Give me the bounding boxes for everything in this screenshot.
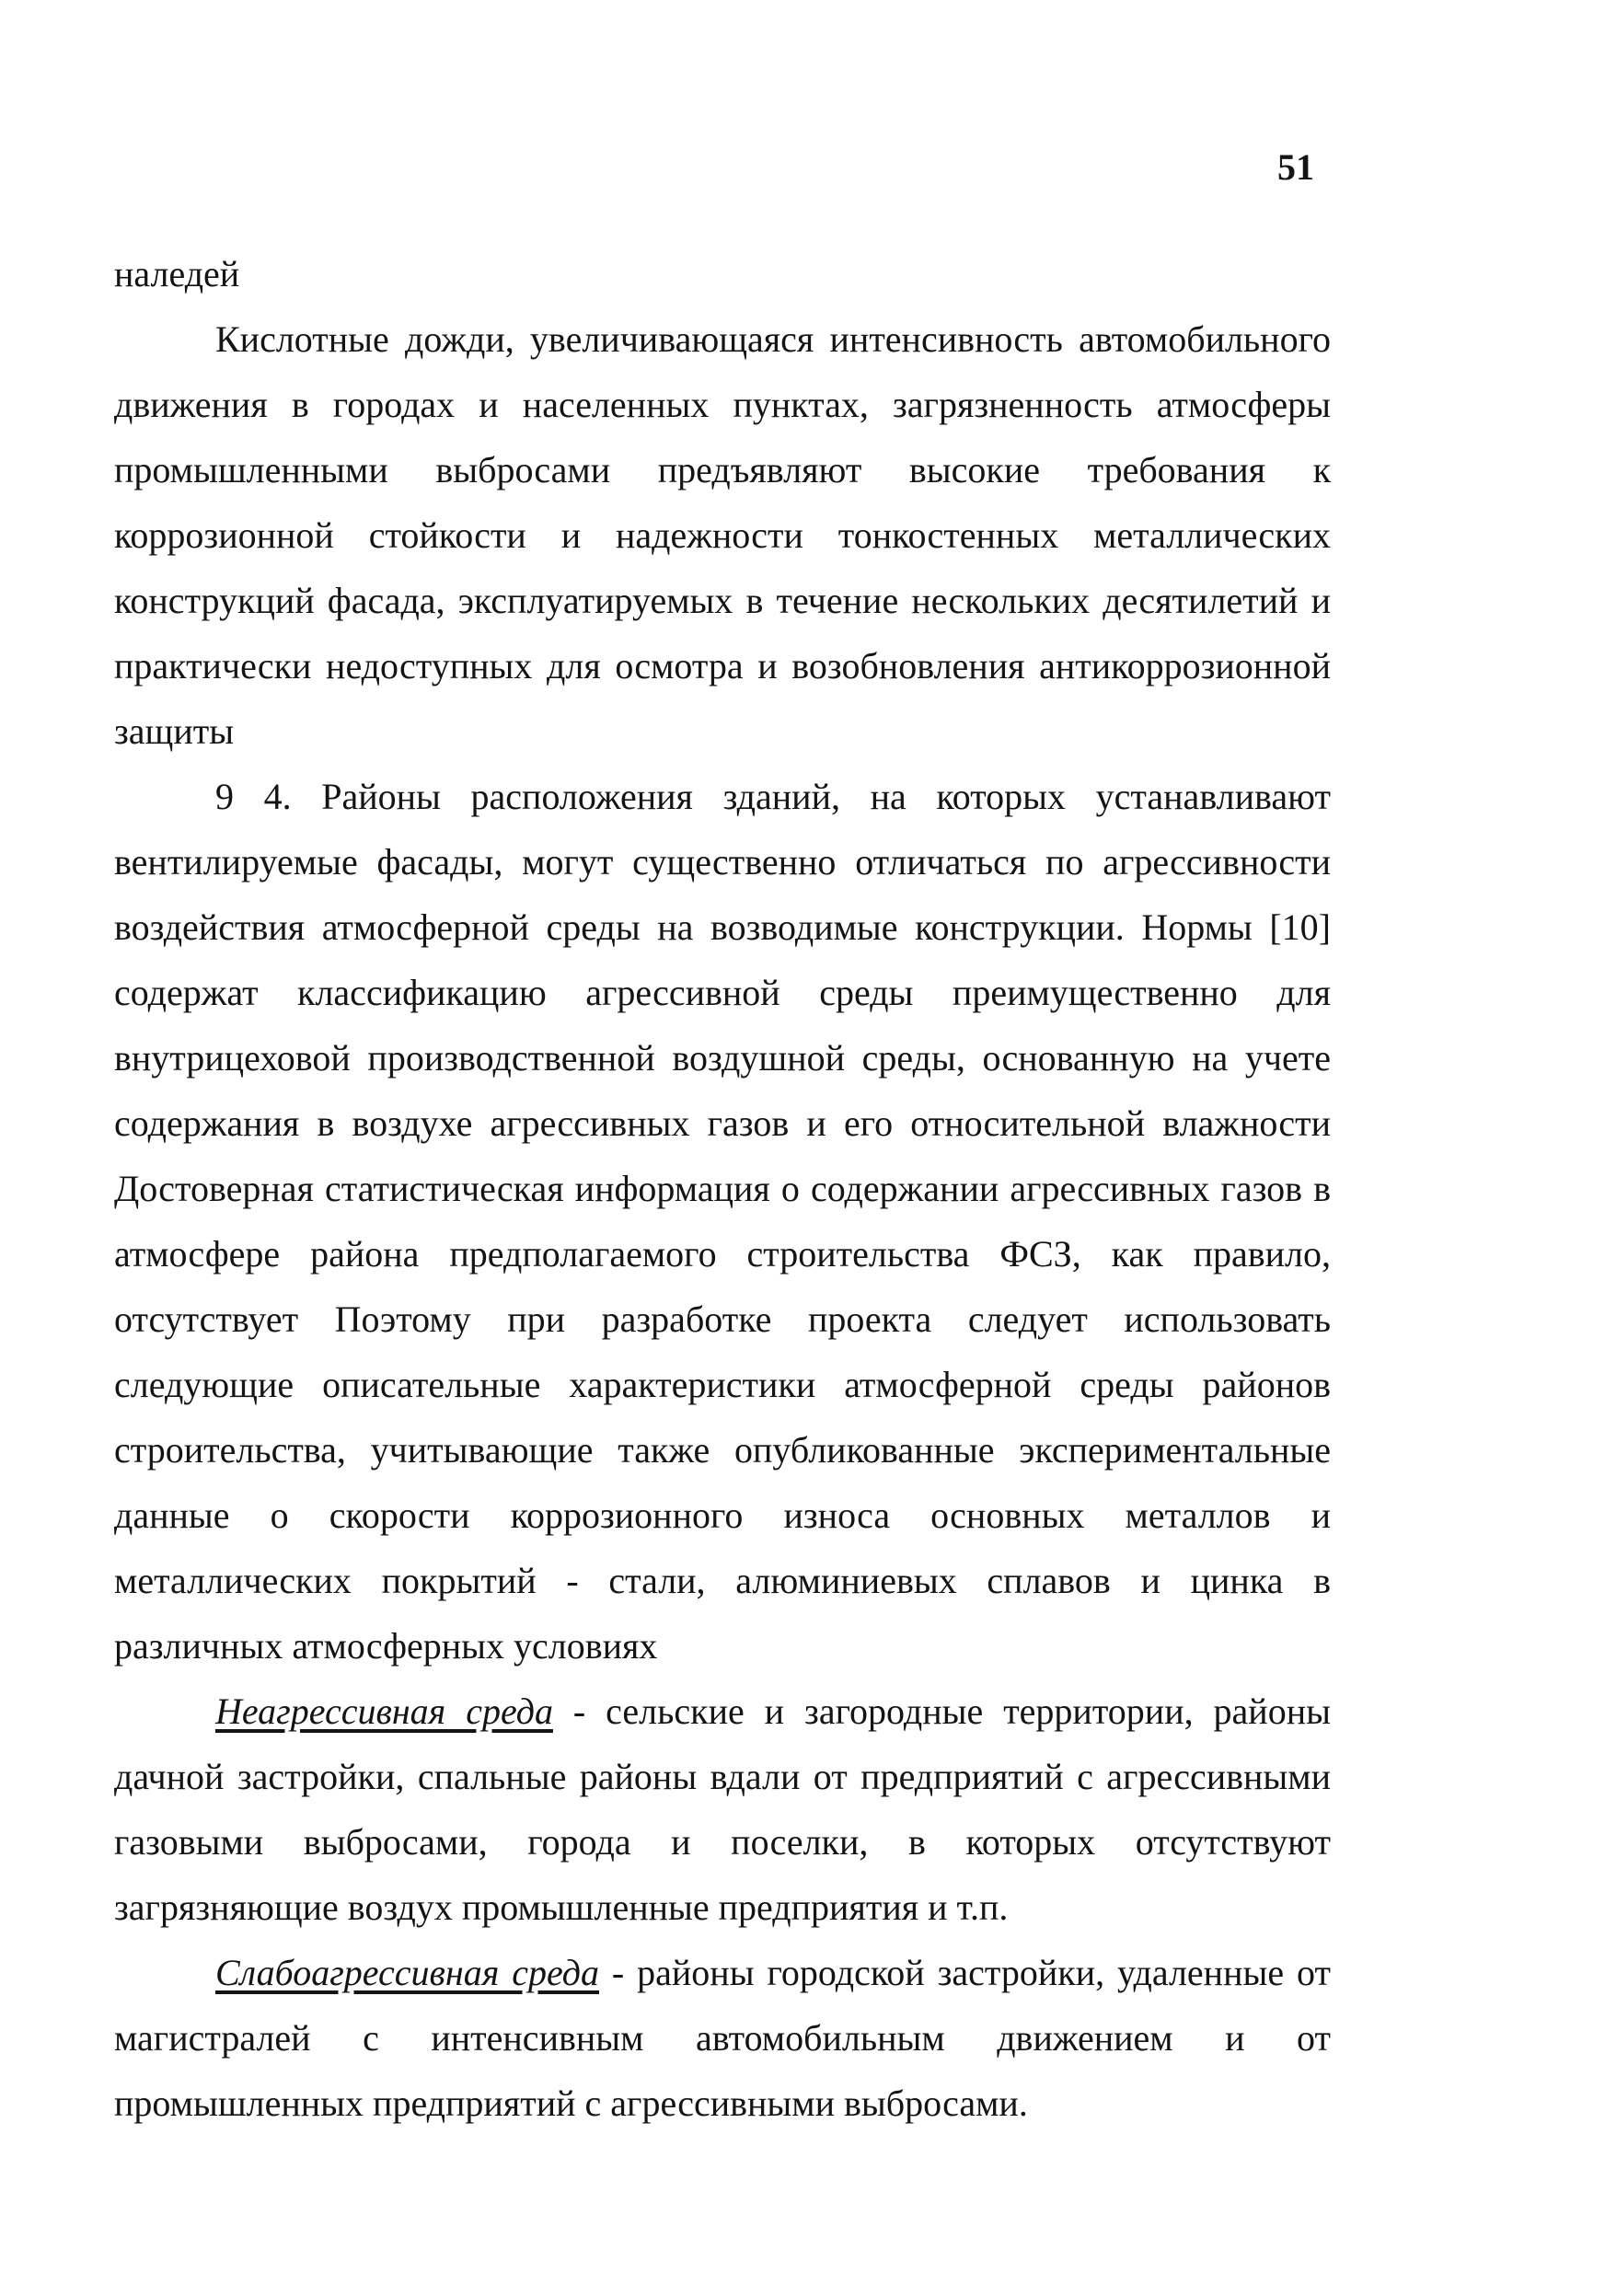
paragraph-slightly-aggressive <box>114 1940 1331 2136</box>
continued-word: наледей <box>114 253 240 294</box>
paragraph-acid-rain: Кислотные дожди, увеличивающаяся интенсивность автомобильного движения в городах и населенных пунктах, загрязненность атмосферы промышленными выбросами предъявляют высокие требования к коррозионной стойкости и надежности тонкостенных металлических конструкций фасада, эксплуатируемых в течение нескольких десятилетий и практически недоступных для осмотра и возобновления антикоррозионной защиты <box>114 318 1331 752</box>
paragraph-9-4: 9 4. Районы расположения зданий, на которых устанавливают вентилируемые фасады, могут существенно отличаться по агрессивности воздействия атмосферной среды на возводимые конструкции. Нормы [10] содержат классификацию агрессивной среды преимущественно для внутрицеховой производственной воздушной среды, основанную на учете содержания в воздухе агрессивных газов и его относительной влажности Достоверная статистическая информация о содержании агрессивных газов в атмосфере района предполагаемого строительства ФСЗ, как правило, отсутствует Поэтому при разработке проекта следует использовать следующие описательные характеристики атмосферной среды районов строительства, учитывающие также опубликованные экспериментальные данные о скорости коррозионного износа основных металлов и металлических покрытий - стали, алюминиевых сплавов и цинка в различных атмосферных условиях <box>114 776 1331 1667</box>
definition-slightly-aggressive: - районы городской застройки, удаленные от магистралей с интенсивным автомобильным движением и от промышленных предприятий с агрессивными выбросами. <box>114 1952 1331 2124</box>
definition-non-aggressive: - сельские и загородные территории, районы дачной застройки, спальные районы вдали от предприятий с агрессивными газовыми выбросами, города и поселки, в которых отсутствуют загрязняющие воздух промышленные предприятия и т.п. <box>114 1690 1331 1928</box>
body-text <box>114 241 1331 2136</box>
paragraph-non-aggressive <box>114 1679 1331 1940</box>
term-non-aggressive: Неагрессивная среда <box>215 1690 553 1732</box>
term-slightly-aggressive: Слабоагрессивная среда <box>215 1952 599 1993</box>
page-number: 51 <box>1277 146 1314 188</box>
